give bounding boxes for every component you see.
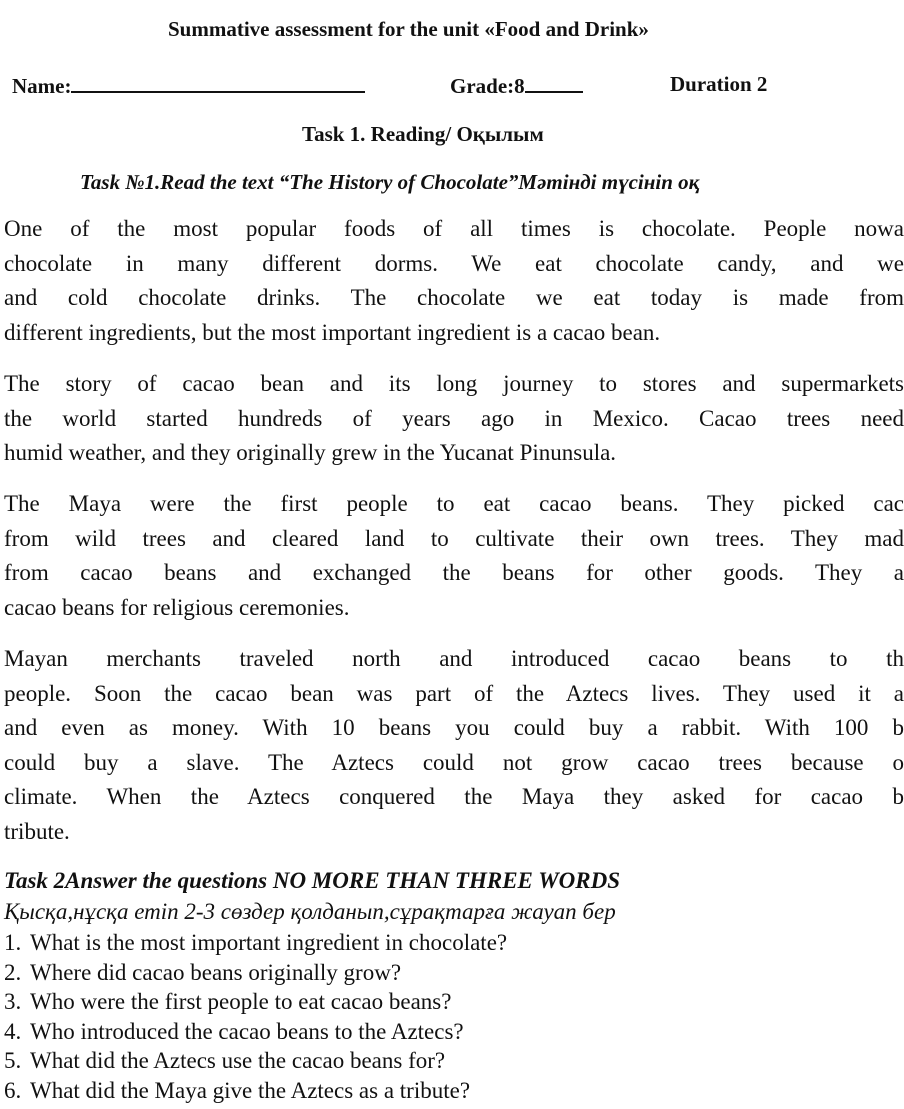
question-number: 2. bbox=[4, 959, 22, 985]
question-item bbox=[4, 1076, 507, 1106]
question-text: What did the Maya give the Aztecs as a tribute? bbox=[30, 1077, 471, 1103]
question-number: 3. bbox=[4, 989, 22, 1015]
question-item bbox=[4, 928, 507, 958]
paragraph-line: and even as money. With 10 beans you could buy a rabbit. With 100 b bbox=[4, 715, 904, 740]
question-text: Who introduced the cacao beans to the Aztecs? bbox=[30, 1018, 464, 1044]
name-label: Name: bbox=[12, 74, 72, 98]
task2-subheading: Қысқа,нұсқа етіп 2-3 сөздер қолданып,сұрақтарға жауап бер bbox=[4, 899, 616, 924]
question-item bbox=[4, 958, 507, 988]
name-field bbox=[12, 72, 365, 99]
paragraph-line: One of the most popular foods of all times is chocolate. People nowa bbox=[4, 216, 904, 241]
duration-label: Duration 2 bbox=[670, 72, 768, 96]
paragraph-line: Mayan merchants traveled north and introduced cacao beans to th bbox=[4, 646, 904, 671]
question-number: 1. bbox=[4, 930, 22, 955]
task1-instruction: Task №1.Read the text “The History of Chocolate”Мәтінді түсініп оқ bbox=[80, 170, 700, 194]
paragraph-line: humid weather, and they originally grew in the Yucanat Pinunsula. bbox=[4, 440, 617, 465]
reading-paragraph-4 bbox=[4, 642, 904, 849]
question-text: What is the most important ingredient in chocolate? bbox=[30, 930, 508, 955]
task1-heading: Task 1. Reading/ Оқылым bbox=[302, 122, 544, 146]
paragraph-line: from cacao beans and exchanged the beans for other goods. They a bbox=[4, 560, 904, 585]
paragraph-line: chocolate in many different dorms. We eat chocolate candy, and we bbox=[4, 250, 904, 276]
task2-heading: Task 2Answer the questions NO MORE THAN THREE WORDS bbox=[4, 868, 621, 893]
paragraph-line: The story of cacao bean and its long journey to stores and supermarkets bbox=[4, 371, 904, 396]
question-number: 5. bbox=[4, 1048, 22, 1074]
question-text: Who were the first people to eat cacao beans? bbox=[30, 989, 452, 1015]
reading-paragraph-2 bbox=[4, 367, 904, 471]
paragraph-line: The Maya were the first people to eat cacao beans. They picked cac bbox=[4, 491, 904, 516]
name-blank-line bbox=[71, 72, 365, 93]
question-list bbox=[4, 928, 507, 1106]
paragraph-line: tribute. bbox=[4, 818, 70, 844]
question-text: What did the Aztecs use the cacao beans for? bbox=[30, 1048, 446, 1074]
grade-blank-line bbox=[525, 72, 583, 93]
paragraph-line: different ingredients, but the most important ingredient is a cacao bean. bbox=[4, 319, 661, 345]
paragraph-line: from wild trees and cleared land to cultivate their own trees. They mad bbox=[4, 525, 904, 551]
paragraph-line: could buy a slave. The Aztecs could not grow cacao trees because o bbox=[4, 749, 904, 775]
reading-paragraph-3 bbox=[4, 487, 904, 625]
paragraph-line: climate. When the Aztecs conquered the Maya they asked for cacao b bbox=[4, 784, 904, 809]
reading-paragraph-1 bbox=[4, 212, 904, 350]
question-item bbox=[4, 1046, 507, 1076]
question-text: Where did cacao beans originally grow? bbox=[30, 959, 402, 985]
paragraph-line: cacao beans for religious ceremonies. bbox=[4, 594, 350, 620]
document-title: Summative assessment for the unit «Food and Drink» bbox=[168, 17, 649, 41]
grade-field bbox=[450, 72, 583, 99]
question-number: 6. bbox=[4, 1077, 22, 1103]
question-number: 4. bbox=[4, 1018, 22, 1044]
paragraph-line: and cold chocolate drinks. The chocolate we eat today is made from bbox=[4, 285, 904, 310]
paragraph-line: people. Soon the cacao bean was part of the Aztecs lives. They used it a bbox=[4, 680, 904, 706]
question-item bbox=[4, 1017, 507, 1047]
question-item bbox=[4, 987, 507, 1017]
grade-label: Grade:8 bbox=[450, 74, 525, 98]
paragraph-line: the world started hundreds of years ago in Mexico. Cacao trees need bbox=[4, 405, 904, 431]
